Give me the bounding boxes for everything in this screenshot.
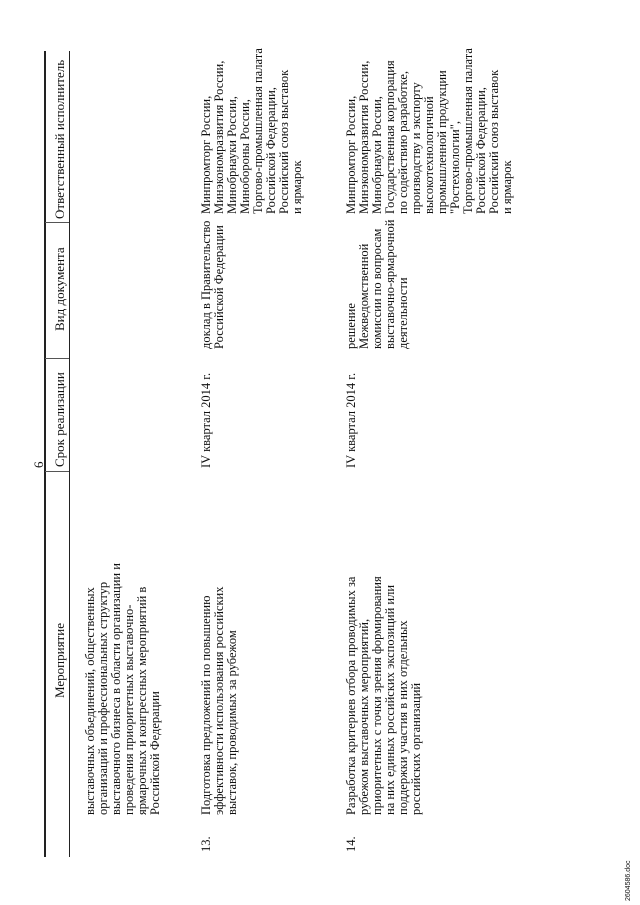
row-2-term: IV квартал 2014 г. xyxy=(344,372,358,468)
header-separator-2 xyxy=(45,358,69,359)
row-2-number: 14. xyxy=(344,836,358,852)
row-1-executor: Минпромторг России, Минэкономразвития России, Минобрнауки России, Минобороны России, Торгово-промышленная палата Российской Федерации, Российский союз выставок и ярмарок xyxy=(199,48,304,214)
header-separator-3 xyxy=(45,222,69,223)
row-0-activity: выставочных объединений, общественных организаций и профессиональных структур выставочного бизнеса в области организации и проведения приоритетных выставочно- ярмарочных и конгрессных мероприятий в Российской Федерации xyxy=(83,563,162,815)
row-2-activity: Разработка критериев отбора проводимых за рубежом выставочных мероприятий, приоритетных с точки зрения формирования на них единых российских экспозиций или поддержки участия в них отдельных российских организаций xyxy=(344,576,423,815)
page-number: 6 xyxy=(31,461,46,468)
row-2-doc: решение Межведомственной комиссии по вопросам выставочно-ярмарочной деятельности xyxy=(344,219,410,349)
row-1-activity: Подготовка предложений по повышению эффективности использования российских выставок, проводимых за рубежом xyxy=(199,586,239,815)
column-header-executor: Ответственный исполнитель xyxy=(52,59,67,219)
row-1-doc: доклад в Правительство Российской Федерации xyxy=(199,220,226,349)
column-header-doc: Вид документа xyxy=(52,247,67,331)
row-1-number: 13. xyxy=(199,836,213,852)
column-header-activity: Мероприятие xyxy=(52,623,67,698)
table-top-border xyxy=(44,51,46,857)
row-1-term: IV квартал 2014 г. xyxy=(199,372,213,468)
header-bottom-border xyxy=(69,51,70,857)
column-header-term: Срок реализации xyxy=(52,372,67,467)
file-name: 2604586.doc xyxy=(625,860,632,901)
header-separator-1 xyxy=(45,471,69,472)
row-2-executor: Минпромторг России, Минэкономразвития России, Минобрнауки России, Государственная корпорация по содействию разработке, производству и экспорту высокотехнологичной промышленной продукции "Ростехнологии", Торгово-промышленная палата Российской Федерации, Российский союз выставок и ярмарок xyxy=(344,48,514,214)
